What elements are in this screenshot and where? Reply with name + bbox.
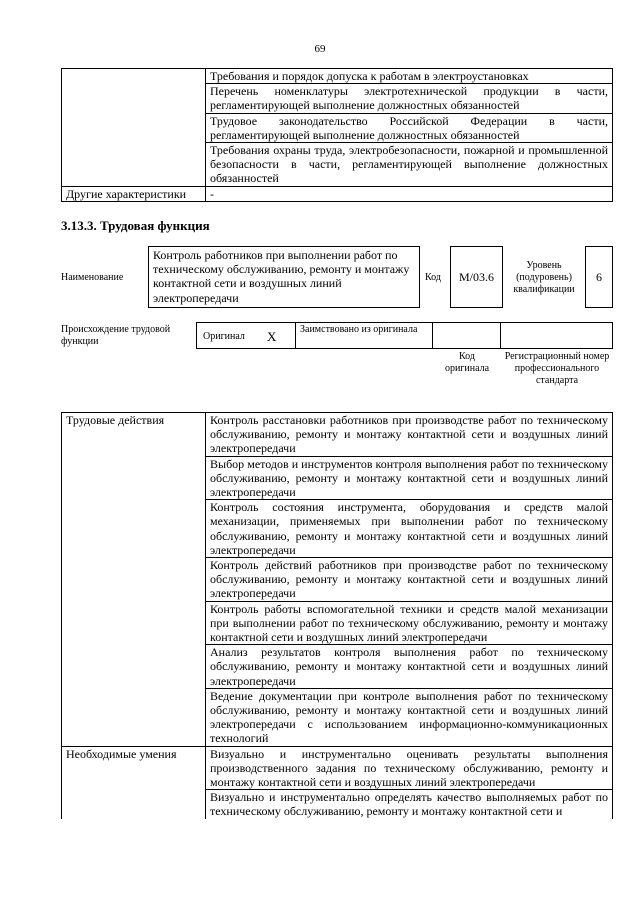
borrowed-label: Заимствовано из оригинала bbox=[300, 324, 418, 335]
skills-label: Необходимые умения bbox=[62, 746, 206, 819]
reg-number-cell bbox=[500, 322, 613, 349]
labor-function-table bbox=[61, 412, 613, 819]
skill-cell: Визуально и инструментально оценивать результаты выполнения производственного задания по техническому обслуживанию, ремонту и монтажу контактной сети и воздушных линий электропередачи bbox=[206, 746, 613, 790]
table-row bbox=[62, 746, 613, 790]
original-label: Оригинал bbox=[203, 331, 245, 342]
table-row bbox=[62, 69, 613, 84]
function-name-box bbox=[148, 246, 420, 308]
action-cell: Контроль состояния инструмента, оборудования и средств малой механизации, применяемых при выполнении работ по техническому обслуживанию, ремонту и монтажу контактной сети и воздушных линий электропередачи bbox=[206, 500, 613, 558]
reg-number-caption: Регистрационный номер профессионального стандарта bbox=[504, 351, 610, 386]
borrowed-cell bbox=[295, 322, 433, 349]
action-cell: Анализ результатов контроля выполнения работ по техническому обслуживанию, ремонту и монтажу контактной сети и воздушных линий электропередачи bbox=[206, 645, 613, 689]
section-title: 3.13.3. Трудовая функция bbox=[61, 218, 210, 233]
original-cell bbox=[196, 322, 296, 349]
table-row bbox=[62, 413, 613, 457]
function-name-value: Контроль работников при выполнении работ по техническому обслуживанию, ремонту и монтажу контактной сети и воздушных линий электропередачи bbox=[153, 248, 410, 305]
page-number: 69 bbox=[314, 43, 326, 55]
table-cell: Трудовое законодательство Российской Федерации в части, регламентирующей выполнение должностных обязанностей bbox=[206, 113, 613, 142]
original-code-cell bbox=[432, 322, 501, 349]
table-cell: Требования охраны труда, электробезопасности, пожарной и промышленной безопасности в части, регламентирующей выполнение должностных обязанностей bbox=[206, 143, 613, 187]
original-mark: X bbox=[267, 329, 277, 344]
code-value: М/03.6 bbox=[458, 269, 494, 284]
origin-label: Происхождение трудовой функции bbox=[61, 324, 171, 347]
table-row bbox=[62, 186, 613, 201]
table-cell: Перечень номенклатуры электротехнической продукции в части, регламентирующей выполнение должностных обязанностей bbox=[206, 84, 613, 113]
code-box bbox=[450, 246, 503, 308]
level-box bbox=[585, 246, 613, 308]
original-code-caption: Код оригинала bbox=[444, 351, 490, 374]
action-cell: Ведение документации при контроле выполнения работ по техническому обслуживанию, ремонту и монтажу контактной сети и воздушных линий электропередачи с использованием информационно-коммуникационных технологий bbox=[206, 688, 613, 746]
action-cell: Контроль работы вспомогательной техники и средств малой механизации при выполнении работ по техническому обслуживанию, ремонту и монтажу контактной сети и воздушных линий электропередачи bbox=[206, 601, 613, 645]
action-cell: Контроль действий работников при производстве работ по техническому обслуживанию, ремонту и монтажу контактной сети и воздушных линий электропередачи bbox=[206, 558, 613, 602]
knowledge-table-continuation bbox=[61, 68, 613, 202]
actions-label: Трудовые действия bbox=[62, 413, 206, 747]
level-label: Уровень (подуровень) квалификации bbox=[513, 260, 575, 295]
level-value: 6 bbox=[596, 269, 602, 284]
action-cell: Выбор методов и инструментов контроля выполнения работ по техническому обслуживанию, ремонту и монтажу контактной сети и воздушных линий электропередачи bbox=[206, 456, 613, 500]
table-cell: Требования и порядок допуска к работам в электроустановках bbox=[206, 69, 613, 84]
action-cell: Контроль расстановки работников при производстве работ по техническому обслуживанию, ремонту и монтажу контактной сети и воздушных линий электропередачи bbox=[206, 413, 613, 457]
skill-cell: Визуально и инструментально определять качество выполняемых работ по техническому обслуживанию, ремонту и монтажу контактной сети и bbox=[206, 790, 613, 819]
other-characteristics-value: - bbox=[206, 186, 613, 201]
name-label: Наименование bbox=[61, 272, 124, 283]
empty-label-cell bbox=[62, 69, 206, 187]
code-label: Код bbox=[425, 272, 441, 283]
other-characteristics-label: Другие характеристики bbox=[62, 186, 206, 201]
